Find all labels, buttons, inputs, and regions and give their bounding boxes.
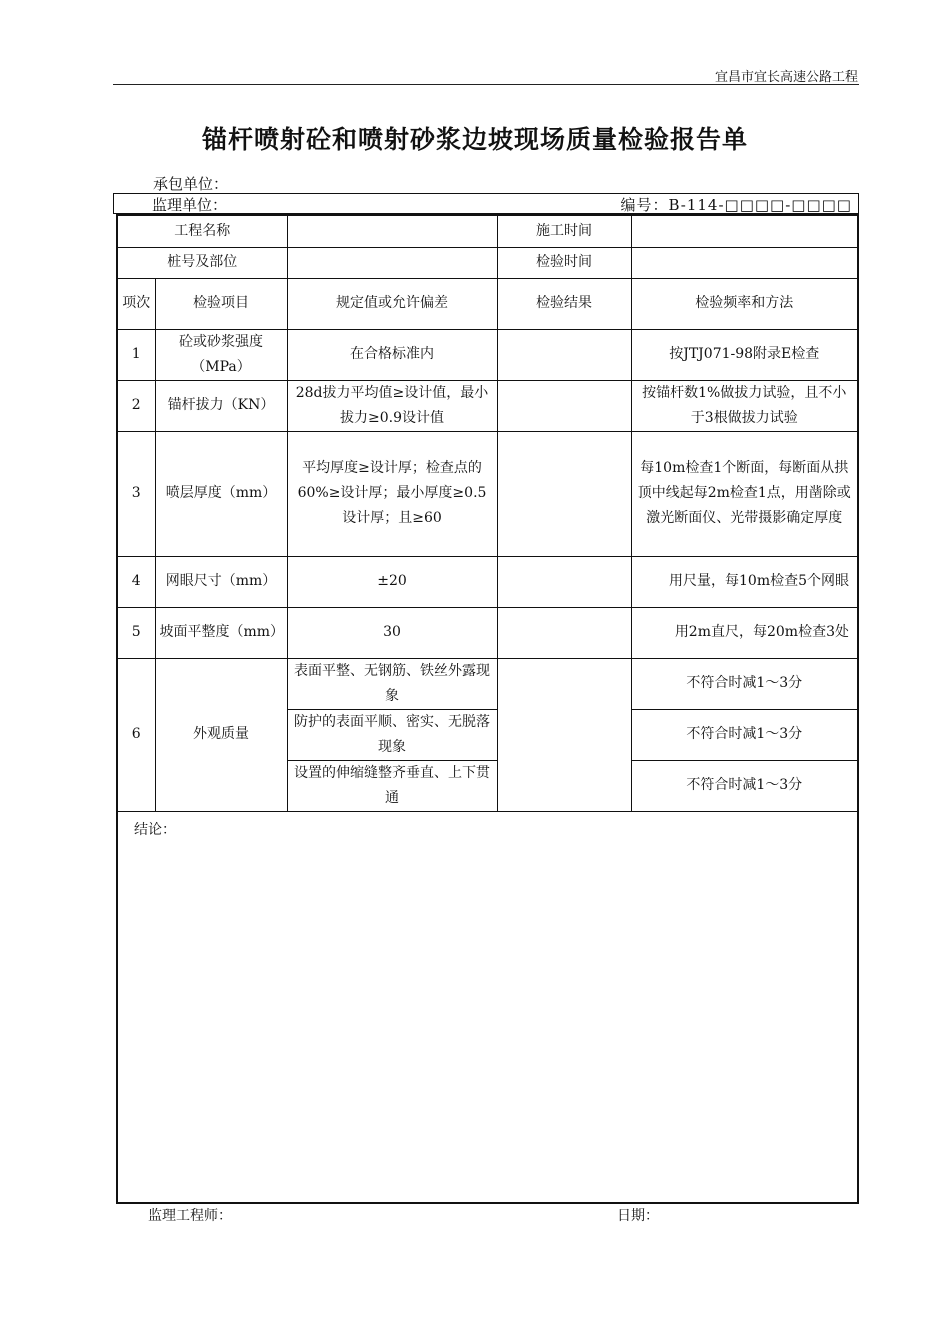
header-rule [113,84,859,85]
project-name-label: 工程名称 [117,215,287,247]
row-no: 6 [117,658,155,811]
page-title: 锚杆喷射砼和喷射砂浆边坡现场质量检验报告单 [201,125,748,154]
table-row [117,431,858,556]
supervisor-row [113,193,859,214]
row-item: 锚杆拔力（KN） [155,380,287,431]
row-spec: 平均厚度≥设计厚；检查点的60%≥设计厚；最小厚度≥0.5设计厚；且≥60 [287,431,497,556]
row-spec: 28d拔力平均值≥设计值，最小拔力≥0.9设计值 [287,380,497,431]
row-method: 用尺量，每10m检查5个网眼 [631,556,858,607]
conclusion-row [117,811,858,1203]
form-code: 编号：B-114-□□□□-□□□□ [620,196,852,214]
info-row-station [117,247,858,278]
col-header-result: 检验结果 [497,278,631,329]
inspection-table [116,214,859,1204]
row-item: 砼或砂浆强度（MPa） [155,329,287,380]
table-row [117,658,858,709]
row-spec: 在合格标准内 [287,329,497,380]
row-item: 坡面平整度（mm） [155,607,287,658]
row-method: 不符合时减1～3分 [631,760,858,811]
row-result[interactable] [497,658,631,811]
row-no: 1 [117,329,155,380]
row-spec: 防护的表面平顺、密实、无脱落现象 [287,709,497,760]
col-header-item: 检验项目 [155,278,287,329]
inspection-time-label: 检验时间 [497,247,631,278]
conclusion-label: 结论： [134,821,176,838]
row-no: 5 [117,607,155,658]
table-row [117,556,858,607]
station-label: 桩号及部位 [117,247,287,278]
date-label: 日期： [617,1208,659,1224]
info-row-project [117,215,858,247]
engineer-label: 监理工程师： [148,1208,232,1224]
supervisor-label: 监理单位： [152,196,228,214]
row-method: 不符合时减1～3分 [631,709,858,760]
contractor-label: 承包单位： [153,175,229,193]
col-header-spec: 规定值或允许偏差 [287,278,497,329]
col-header-method: 检验频率和方法 [631,278,858,329]
row-item: 外观质量 [155,658,287,811]
conclusion-field[interactable] [117,811,858,1203]
col-header-no: 项次 [117,278,155,329]
construction-time-label: 施工时间 [497,215,631,247]
table-row [117,329,858,380]
station-value[interactable] [287,247,497,278]
table-row [117,607,858,658]
row-result[interactable] [497,329,631,380]
inspection-time-value[interactable] [631,247,858,278]
row-method: 按JTJ071-98附录E检查 [631,329,858,380]
construction-time-value[interactable] [631,215,858,247]
table-row [117,380,858,431]
row-no: 3 [117,431,155,556]
row-spec: 表面平整、无钢筋、铁丝外露现象 [287,658,497,709]
row-result[interactable] [497,431,631,556]
column-header-row [117,278,858,329]
row-result[interactable] [497,380,631,431]
header-project-name: 宜昌市宜长高速公路工程 [714,70,858,85]
row-spec: 设置的伸缩缝整齐垂直、上下贯通 [287,760,497,811]
row-method: 按锚杆数1%做拔力试验，且不小于3根做拔力试验 [631,380,858,431]
project-name-value[interactable] [287,215,497,247]
row-method: 每10m检查1个断面，每断面从拱顶中线起每2m检查1点，用凿除或激光断面仪、光带摄影确定厚度 [631,431,858,556]
row-no: 2 [117,380,155,431]
row-no: 4 [117,556,155,607]
row-method: 不符合时减1～3分 [631,658,858,709]
row-result[interactable] [497,607,631,658]
row-result[interactable] [497,556,631,607]
row-item: 喷层厚度（mm） [155,431,287,556]
row-spec: ±20 [287,556,497,607]
row-item: 网眼尺寸（mm） [155,556,287,607]
row-spec: 30 [287,607,497,658]
row-method: 用2m直尺，每20m检查3处 [631,607,858,658]
